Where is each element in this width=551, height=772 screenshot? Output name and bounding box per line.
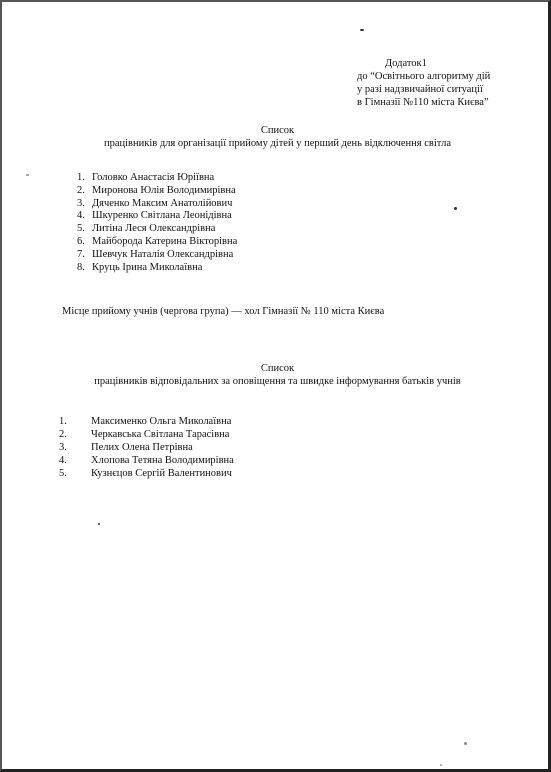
list-item: 8. Круць Ірина Миколаївна	[77, 261, 203, 273]
list-item: 2. Миронова Юлія Володимирівна	[77, 184, 236, 196]
list-item: 5. Кузнєцов Сергій Валентинович	[59, 468, 232, 479]
list-item: 1. Головко Анастасія Юріївна	[77, 172, 215, 183]
addendum-line-1: до “Освітнього алгоритму дій	[357, 71, 491, 82]
addendum-block	[357, 57, 490, 109]
list-item: 1. Максименко Ольга Миколаївна	[59, 416, 232, 427]
list-item: 2. Черкавська Світлана Тарасівна	[59, 429, 230, 440]
scan-speck	[360, 29, 364, 31]
list-item: 3. Пелих Олена Петрівна	[59, 442, 193, 453]
list-item: 7. Шевчук Наталія Олександрівна	[77, 248, 234, 260]
section2-subtitle: працівників відповідальних за оповіщення та швидке інформування батьків учнів	[94, 376, 461, 387]
staff-list-notification	[59, 415, 234, 480]
list-item: 3. Дяченко Максим Анатолійович	[77, 197, 233, 209]
section1-subtitle: працівників для організації прийому дітей у перший день відключення світла	[103, 138, 451, 149]
scan-speck	[464, 742, 467, 745]
section1-title: Список	[260, 125, 295, 136]
scan-speck	[454, 207, 457, 210]
list-item: 5. Литіна Леся Олександрівна	[77, 223, 216, 235]
list-item: 4. Хлопова Тетяна Володимирівна	[59, 455, 234, 466]
addendum-title: Додаток1	[385, 58, 427, 69]
scan-speck	[440, 764, 442, 766]
scan-speck	[98, 523, 100, 525]
staff-list-reception	[77, 172, 237, 274]
reception-place: Місце прийому учнів (чергова група) — хол Гімназії № 110 міста Києва	[62, 306, 385, 317]
addendum-line-3: в Гімназії №110 міста Києва”	[357, 97, 489, 108]
list-item: 6. Майборода Катерина Вікторівна	[77, 235, 238, 247]
addendum-line-2: у разі надзвичайної ситуації	[357, 84, 483, 95]
section2-title: Список	[260, 363, 295, 374]
scan-speck	[26, 174, 29, 176]
list-item: 4. Шкуренко Світлана Леонідівна	[77, 210, 232, 222]
